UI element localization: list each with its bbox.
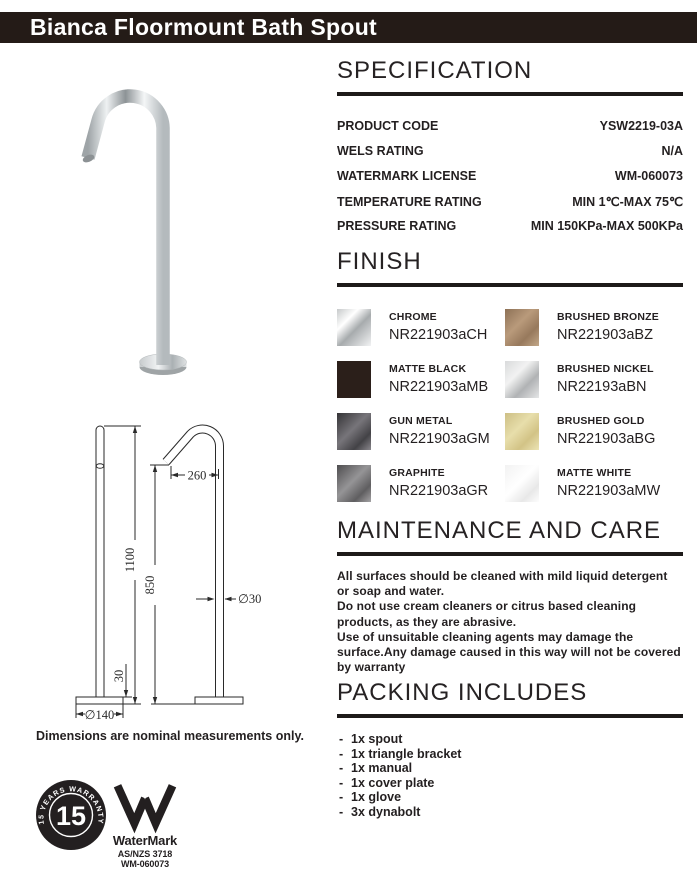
technical-drawing [40,418,320,723]
watermark-standard: AS/NZS 3718 [117,849,173,859]
spec-label: TEMPERATURE RATING [337,195,482,209]
warranty-badge [35,779,107,851]
bullet: - [339,732,344,746]
spec-label: WATERMARK LICENSE [337,169,477,183]
spec-value: N/A [661,144,683,158]
spec-label: PRESSURE RATING [337,219,457,233]
spec-value: YSW2219-03A [599,119,683,133]
dim-overall-height: 1100 [123,547,137,573]
finish-swatch [505,413,539,450]
bullet: - [339,775,344,790]
maintenance-paragraph: Use of unsuitable cleaning agents may damage the surface.Any damage caused in this way will not be covered by warranty [337,629,681,675]
finish-name: MATTE BLACK [389,363,467,375]
spec-value: WM-060073 [614,169,683,183]
packing-title: PACKING INCLUDES [337,679,683,718]
packing-item-label: 1x manual [351,761,413,775]
packing-item [337,805,683,820]
finish-code: NR221903aMW [557,483,661,499]
finish-name: CHROME [389,311,437,323]
dim-base-diameter: ∅140 [84,708,115,722]
packing-section [337,679,683,819]
finish-code: NR22193aBN [557,379,647,395]
watermark-icon [113,782,177,827]
finish-section [337,248,683,502]
finish-option-chrome [337,309,505,346]
bullet: - [339,761,344,775]
finish-option-brushed-nickel [505,361,683,398]
watermark-license: WM-060073 [120,859,170,869]
finish-option-gun-metal [337,413,505,450]
packing-item-label: 1x triangle bracket [351,746,462,761]
finish-code: NR221903aBZ [557,327,653,343]
header-bar [0,12,697,43]
spec-row-product-code [337,119,683,144]
finish-code: NR221903aGM [389,431,490,447]
dim-spout-reach: 260 [187,468,207,483]
specification-table [337,119,683,244]
spec-row-wels-rating [337,144,683,169]
finish-code: NR221903aMB [389,379,489,395]
maintenance-text [337,569,683,675]
finish-name: BRUSHED GOLD [557,415,645,427]
warranty-arc-text: 15 YEARS WARRANTY [36,784,106,825]
spec-row-watermark-license [337,169,683,194]
finish-swatch [337,465,371,502]
specification-title: SPECIFICATION [337,57,683,96]
packing-item-label: 1x glove [351,790,402,804]
product-photo [60,70,280,390]
packing-item-label: 1x cover plate [351,775,435,790]
spout-image [82,96,187,375]
dim-spout-height: 850 [143,575,157,595]
finish-option-brushed-bronze [505,309,683,346]
bullet: - [339,804,344,819]
packing-list [337,732,683,819]
spec-label: PRODUCT CODE [337,119,439,133]
finish-name: GRAPHITE [389,467,445,479]
bullet: - [339,746,344,761]
spec-value: MIN 150KPa-MAX 500KPa [530,219,683,233]
aerator-detail [96,464,104,469]
finish-code: NR221903aBG [557,431,656,447]
packing-item [337,761,683,776]
finish-option-matte-black [337,361,505,398]
packing-item [337,776,683,791]
dimensions-note: Dimensions are nominal measurements only. [36,729,304,743]
front-view [76,426,141,722]
maintenance-title: MAINTENANCE AND CARE [337,517,683,556]
finish-swatch [505,361,539,398]
finish-swatch [505,465,539,502]
watermark-certification [104,782,186,869]
finish-swatch [337,309,371,346]
warranty-years: 15 [55,801,87,831]
spec-label: WELS RATING [337,144,424,158]
finish-option-matte-white [505,465,683,502]
bullet: - [339,790,344,804]
finish-title: FINISH [337,248,683,287]
spec-value: MIN 1℃-MAX 75℃ [572,195,683,209]
finish-name: MATTE WHITE [557,467,632,479]
finish-name: BRUSHED NICKEL [557,363,654,375]
maintenance-section [337,517,683,675]
maintenance-paragraph: Do not use cream cleaners or citrus based cleaning products, as they are abrasive. [337,599,637,629]
packing-item [337,790,683,805]
finish-code: NR221903aGR [389,483,489,499]
finish-swatch [337,413,371,450]
maintenance-paragraph: All surfaces should be cleaned with mild liquid detergent or soap and water. [337,569,668,599]
finish-option-graphite [337,465,505,502]
finish-option-brushed-gold [505,413,683,450]
specification-section [337,57,683,244]
finish-grid [337,309,683,502]
packing-item-label: 1x spout [351,732,403,746]
page-title: Bianca Floormount Bath Spout [30,14,377,40]
packing-item [337,732,683,747]
finish-swatch [337,361,371,398]
finish-name: BRUSHED BRONZE [557,311,659,323]
packing-item-label: 3x dynabolt [351,804,421,819]
watermark-name: WaterMark [112,833,178,848]
spec-row-temperature-rating [337,194,683,219]
dim-pipe-diameter: ∅30 [238,592,262,606]
spec-row-pressure-rating [337,219,683,244]
side-view [143,429,261,704]
finish-name: GUN METAL [389,415,453,427]
packing-item [337,747,683,762]
dim-base-height: 30 [112,669,126,683]
finish-code: NR221903aCH [389,327,488,343]
finish-swatch [505,309,539,346]
